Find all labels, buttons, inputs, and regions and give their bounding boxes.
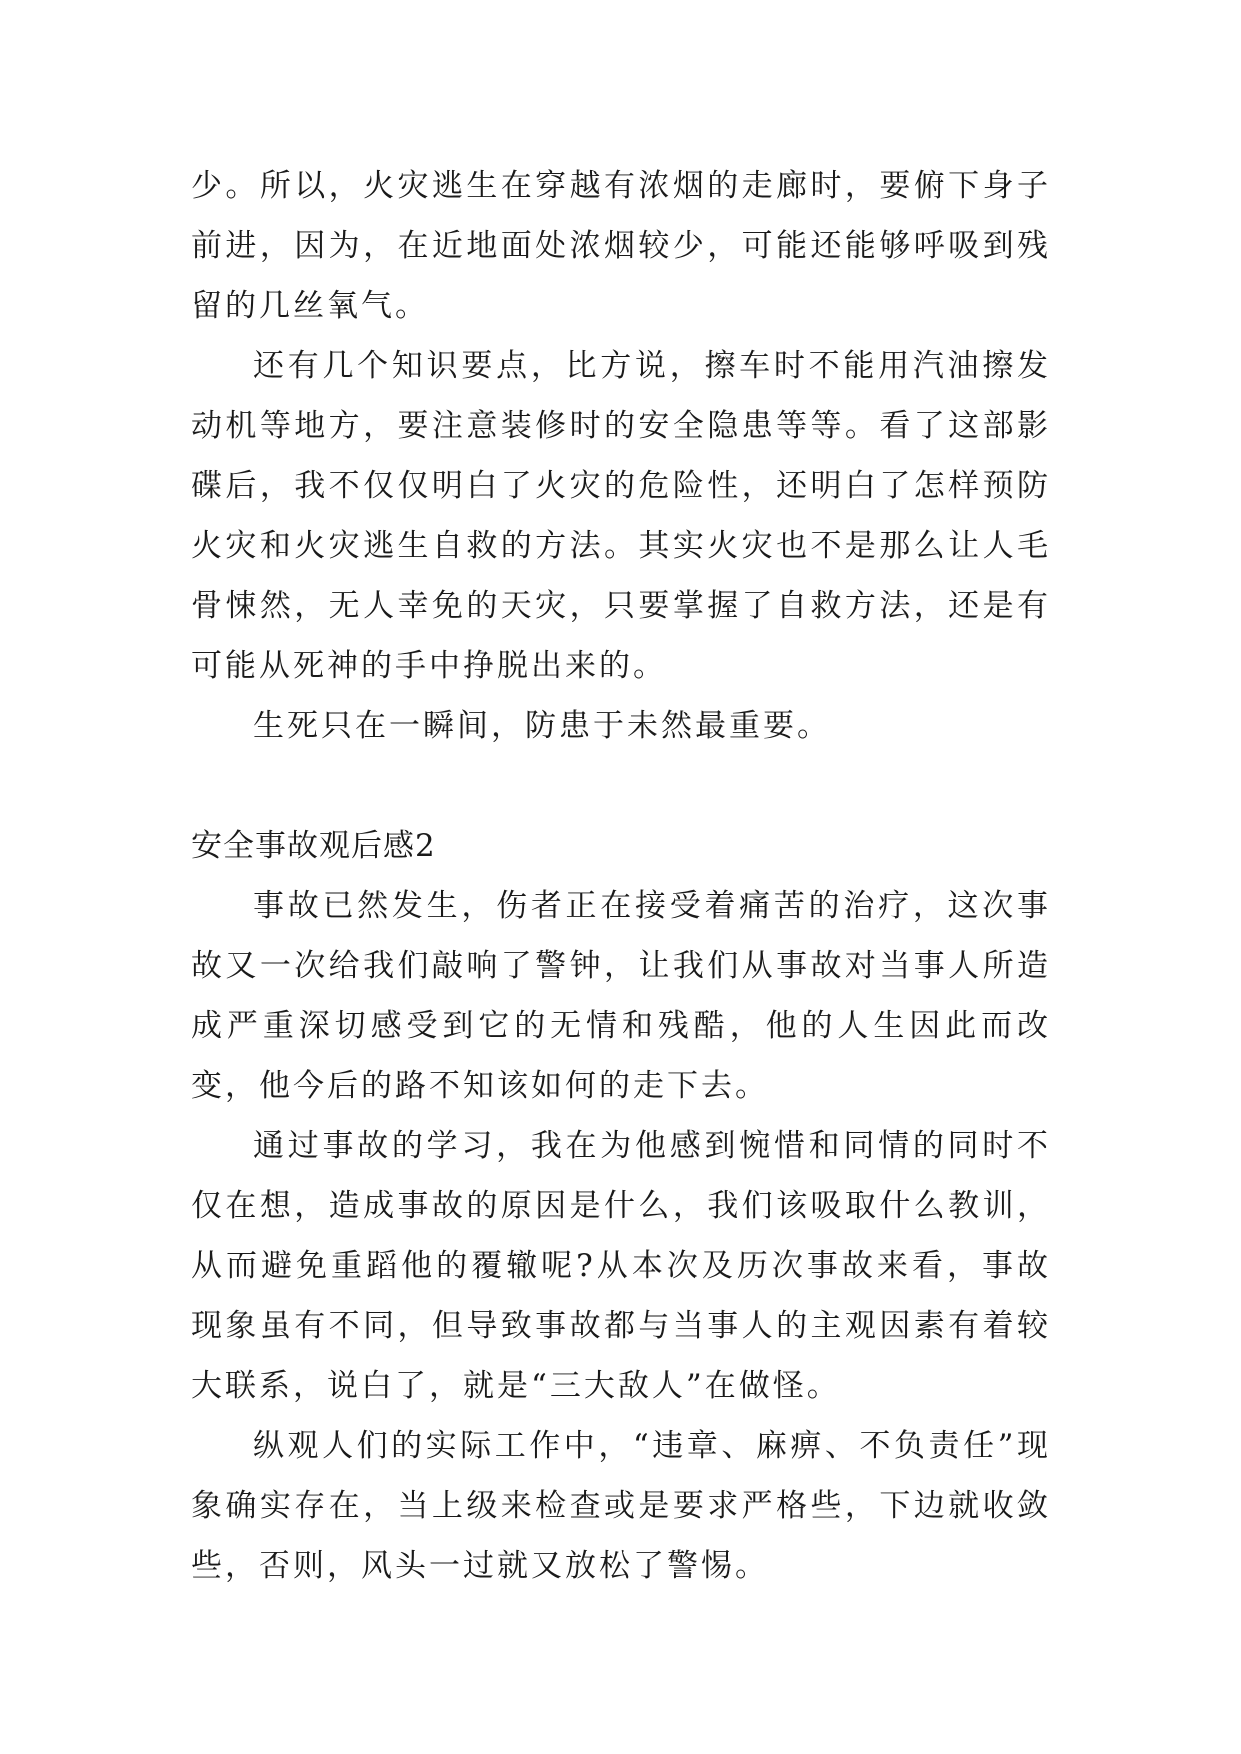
document-body bbox=[191, 156, 1051, 1596]
paragraph: 通过事故的学习，我在为他感到惋惜和同情的同时不仅在想，造成事故的原因是什么，我们该吸取什么教训，从而避免重蹈他的覆辙呢?从本次及历次事故来看，事故现象虽有不同，但导致事故都与当事人的主观因素有着较大联系，说白了，就是“三大敌人”在做怪。 bbox=[191, 1128, 1051, 1404]
paragraph-continuation: 少。所以，火灾逃生在穿越有浓烟的走廊时，要俯下身子前进，因为，在近地面处浓烟较少，可能还能够呼吸到残留的几丝氧气。 bbox=[191, 168, 1051, 324]
paragraph: 事故已然发生，伤者正在接受着痛苦的治疗，这次事故又一次给我们敲响了警钟，让我们从事故对当事人所造成严重深切感受到它的无情和残酷，他的人生因此而改变，他今后的路不知该如何的走下去。 bbox=[191, 888, 1051, 1104]
paragraph: 还有几个知识要点，比方说，擦车时不能用汽油擦发动机等地方，要注意装修时的安全隐患等等。看了这部影碟后，我不仅仅明白了火灾的危险性，还明白了怎样预防火灾和火灾逃生自救的方法。其实火灾也不是那么让人毛骨悚然，无人幸免的天灾，只要掌握了自救方法，还是有可能从死神的手中挣脱出来的。 bbox=[191, 348, 1051, 684]
section-heading: 安全事故观后感2 bbox=[191, 828, 436, 864]
paragraph: 生死只在一瞬间，防患于未然最重要。 bbox=[253, 708, 831, 744]
paragraph: 纵观人们的实际工作中，“违章、麻痹、不负责任”现象确实存在，当上级来检查或是要求严格些，下边就收敛些，否则，风头一过就又放松了警惕。 bbox=[191, 1428, 1051, 1584]
